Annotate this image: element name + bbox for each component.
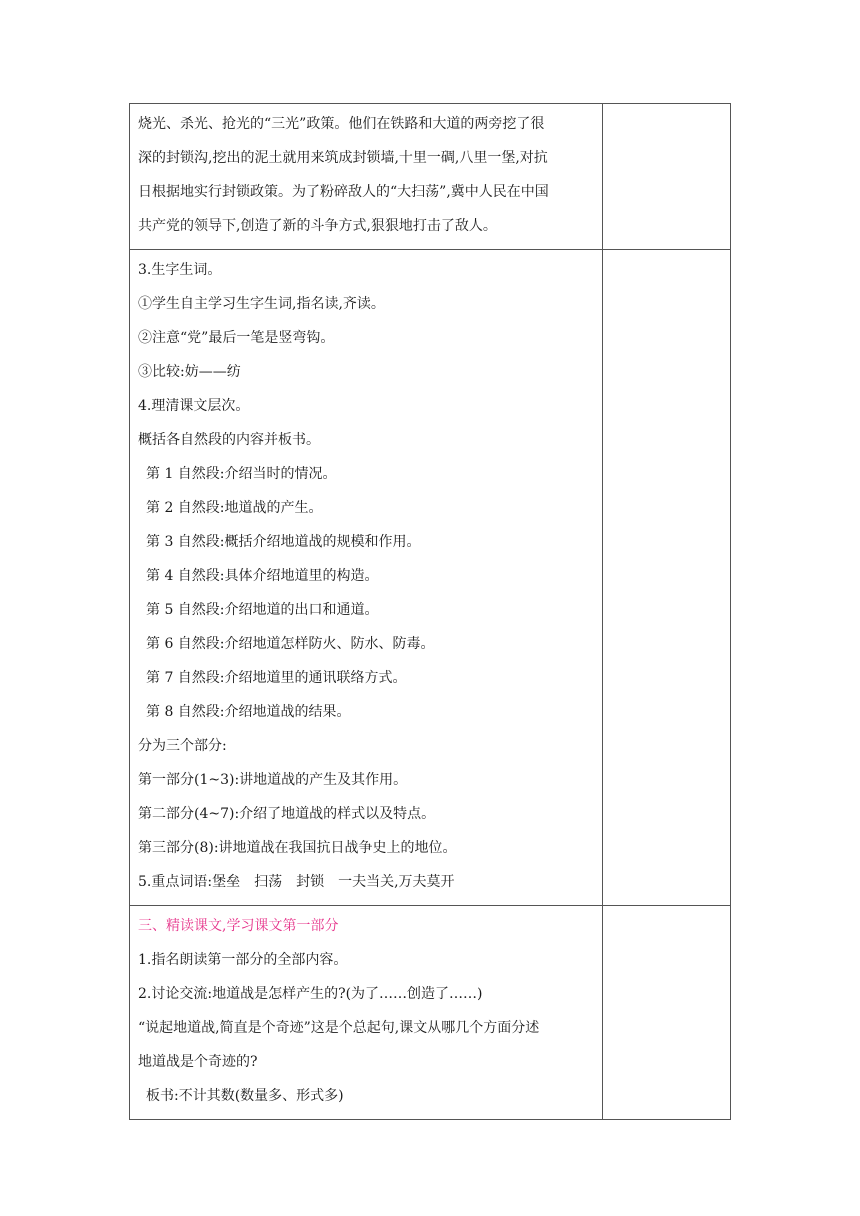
board-note: 板书:不计其数(数量多、形式多)	[146, 1088, 344, 1104]
table-row	[130, 906, 731, 1120]
content-cell	[130, 250, 603, 906]
table-row	[130, 250, 731, 906]
paragraph-summary: 第 2 自然段:地道战的产生。	[146, 500, 323, 516]
text-line: ②注意“党”最后一笔是竖弯钩。	[138, 330, 335, 346]
text-line: 深的封锁沟,挖出的泥土就用来筑成封锁墙,十里一碉,八里一堡,对抗	[138, 150, 548, 166]
notes-cell	[603, 104, 731, 250]
text-line: 1.指名朗读第一部分的全部内容。	[138, 952, 348, 968]
step-heading: 4.理清课文层次。	[138, 398, 250, 414]
paragraph-summary: 第 1 自然段:介绍当时的情况。	[146, 466, 337, 482]
paragraph-summary: 第 7 自然段:介绍地道里的通讯联络方式。	[146, 670, 407, 686]
text-line: 分为三个部分:	[138, 738, 227, 754]
paragraph-summary: 第 3 自然段:概括介绍地道战的规模和作用。	[146, 534, 421, 550]
text-line: ①学生自主学习生字生词,指名读,齐读。	[138, 296, 385, 312]
notes-cell	[603, 250, 731, 906]
text-line: “说起地道战,简直是个奇迹”这是个总起句,课文从哪几个方面分述	[138, 1020, 540, 1036]
notes-cell	[603, 906, 731, 1120]
text-line: 概括各自然段的内容并板书。	[138, 432, 320, 448]
paragraph-summary: 第 8 自然段:介绍地道战的结果。	[146, 704, 351, 720]
text-line: 地道战是个奇迹的?	[138, 1054, 258, 1070]
part-summary: 第三部分(8):讲地道战在我国抗日战争史上的地位。	[138, 840, 457, 856]
text-line: ③比较:妨——纺	[138, 364, 241, 380]
paragraph-summary: 第 5 自然段:介绍地道的出口和通道。	[146, 602, 379, 618]
text-line: 共产党的领导下,创造了新的斗争方式,狠狠地打击了敌人。	[138, 218, 497, 234]
section-heading: 三、精读课文,学习课文第一部分	[138, 918, 339, 934]
content-cell	[130, 906, 603, 1120]
step-heading: 3.生字生词。	[138, 262, 222, 278]
part-summary: 第二部分(4~7):介绍了地道战的样式以及特点。	[138, 806, 436, 822]
table-row	[130, 104, 731, 250]
lesson-plan-table	[129, 103, 731, 1120]
key-words: 5.重点词语:堡垒 扫荡 封锁 一夫当关,万夫莫开	[138, 874, 455, 890]
text-line: 烧光、杀光、抢光的“三光”政策。他们在铁路和大道的两旁挖了很	[138, 116, 545, 132]
part-summary: 第一部分(1~3):讲地道战的产生及其作用。	[138, 772, 408, 788]
content-cell	[130, 104, 603, 250]
text-line: 2.讨论交流:地道战是怎样产生的?(为了……创造了……)	[138, 986, 483, 1002]
paragraph-summary: 第 4 自然段:具体介绍地道里的构造。	[146, 568, 379, 584]
text-line: 日根据地实行封锁政策。为了粉碎敌人的“大扫荡”,冀中人民在中国	[138, 184, 549, 200]
paragraph-summary: 第 6 自然段:介绍地道怎样防火、防水、防毒。	[146, 636, 435, 652]
